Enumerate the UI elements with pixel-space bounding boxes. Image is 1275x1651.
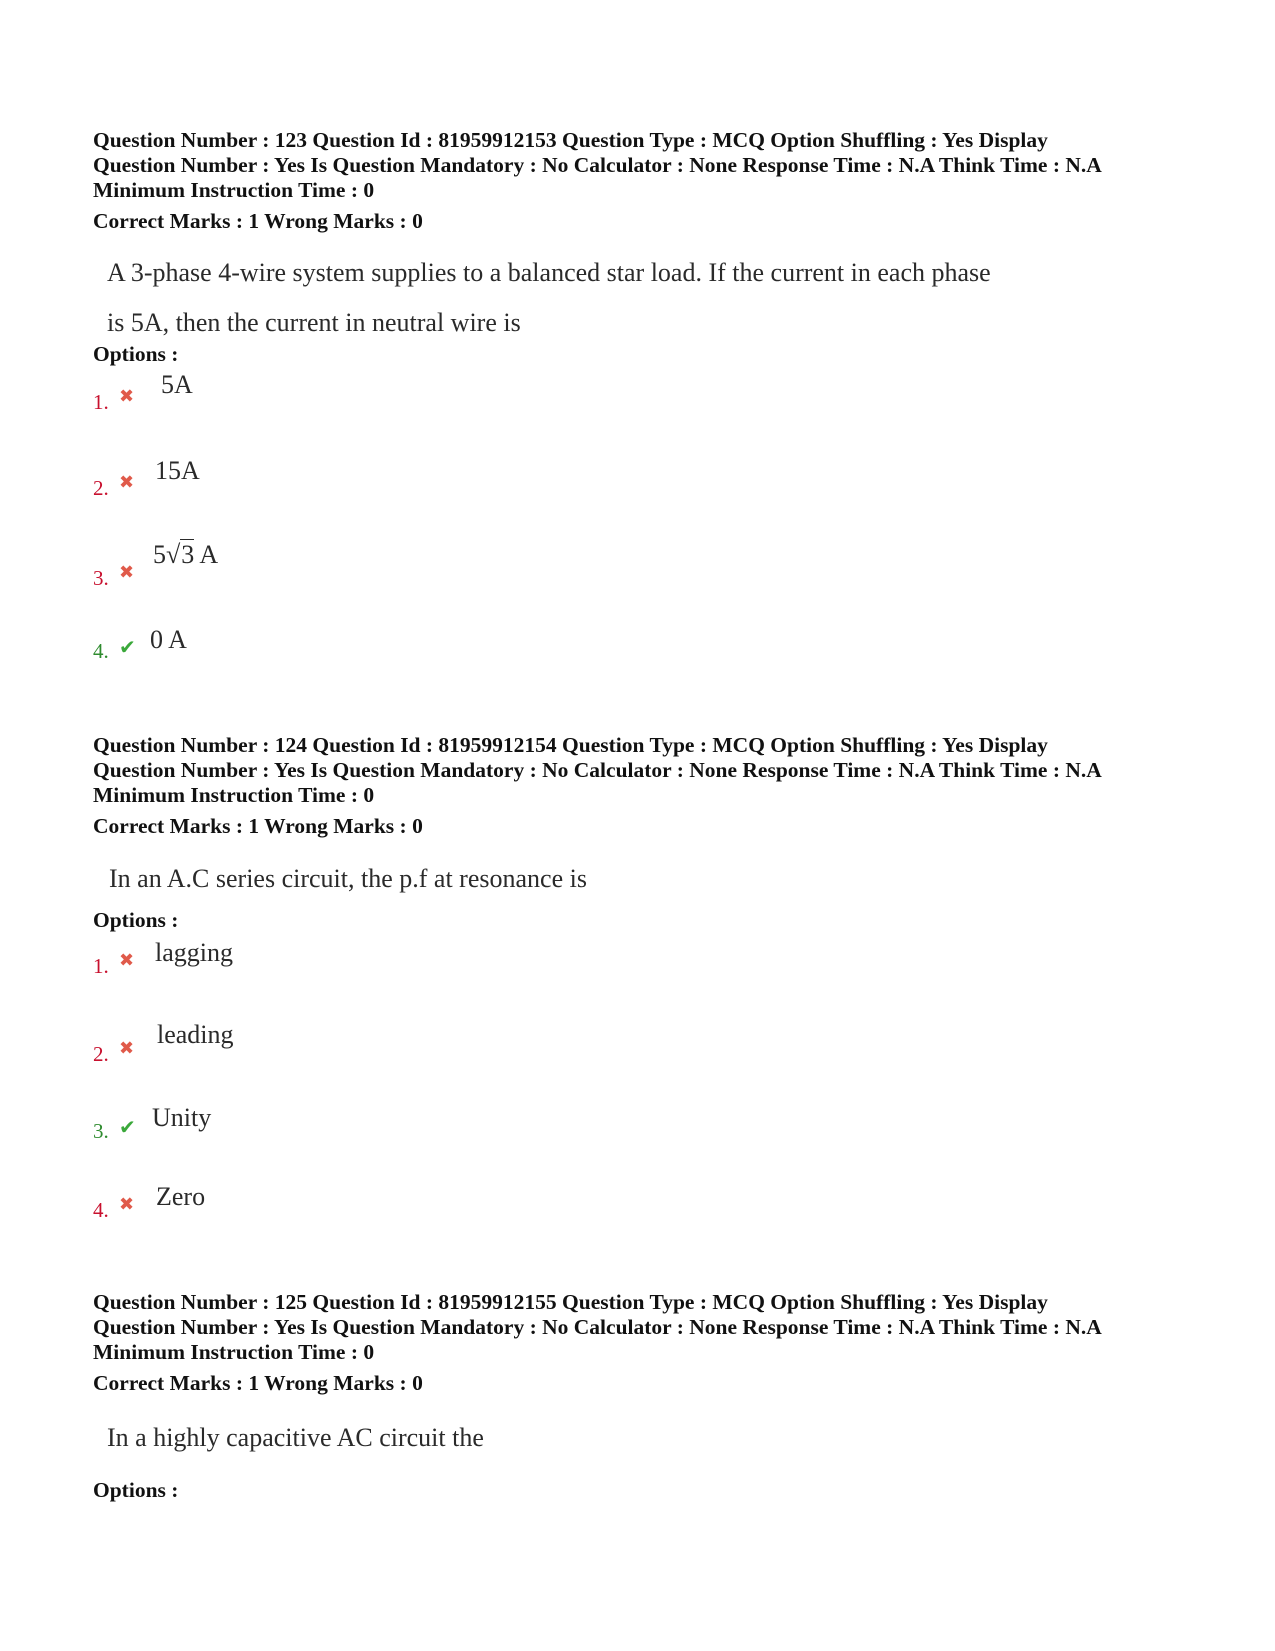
option-text: Zero [156, 1182, 206, 1211]
option-1 [93, 370, 693, 430]
cross-icon: ✖ [119, 1194, 135, 1215]
radicand: 3 [181, 540, 195, 569]
option-2 [93, 456, 693, 516]
options-label: Options : [93, 1478, 179, 1502]
meta-line-3: Minimum Instruction Time : 0 [93, 783, 375, 807]
cross-icon: ✖ [119, 1038, 135, 1059]
option-number: 4. [93, 639, 109, 663]
question-text [93, 854, 587, 904]
option-4 [93, 625, 693, 685]
cross-icon: ✖ [119, 472, 135, 493]
cross-icon: ✖ [119, 562, 135, 583]
question-123 [93, 128, 1213, 234]
option-number: 3. [93, 566, 109, 590]
option-number: 4. [93, 1198, 109, 1222]
meta-line-1: Question Number : 124 Question Id : 81959912154 Question Type : MCQ Option Shuffling : Yes Display [93, 733, 1048, 757]
options-label: Options : [93, 342, 179, 366]
meta-line-1: Question Number : 125 Question Id : 81959912155 Question Type : MCQ Option Shuffling : Yes Display [93, 1290, 1048, 1314]
question-text [93, 248, 991, 348]
option-text: 15A [155, 456, 200, 485]
question-text-line-2: is 5A, then the current in neutral wire is [107, 308, 521, 337]
check-icon: ✔ [119, 1115, 136, 1139]
marks-line: Correct Marks : 1 Wrong Marks : 0 [93, 209, 423, 233]
option-number: 2. [93, 476, 109, 500]
option-text: 0 A [150, 625, 187, 654]
option-text: Unity [152, 1103, 212, 1132]
option-3 [93, 1103, 693, 1163]
question-text [93, 1413, 484, 1463]
option-text: lagging [155, 938, 233, 967]
meta-line-2: Question Number : Yes Is Question Mandatory : No Calculator : None Response Time : N.A Think Time : N.A [93, 153, 1102, 177]
option-2 [93, 1020, 693, 1080]
option-number: 1. [93, 390, 109, 414]
marks-line: Correct Marks : 1 Wrong Marks : 0 [93, 814, 423, 838]
option-text-unit: A [194, 540, 219, 569]
cross-icon: ✖ [119, 386, 135, 407]
option-4 [93, 1182, 693, 1242]
options-label: Options : [93, 908, 179, 932]
option-number: 1. [93, 954, 109, 978]
question-125 [93, 1290, 1213, 1396]
meta-line-2: Question Number : Yes Is Question Mandatory : No Calculator : None Response Time : N.A Think Time : N.A [93, 758, 1102, 782]
question-text-line-1: A 3-phase 4-wire system supplies to a balanced star load. If the current in each phase [107, 258, 991, 287]
question-124 [93, 733, 1213, 839]
option-text: leading [157, 1020, 234, 1049]
meta-line-3: Minimum Instruction Time : 0 [93, 178, 375, 202]
question-meta [93, 733, 1213, 808]
marks-line: Correct Marks : 1 Wrong Marks : 0 [93, 1371, 423, 1395]
question-text-line-1: In an A.C series circuit, the p.f at resonance is [109, 864, 587, 893]
cross-icon: ✖ [119, 950, 135, 971]
option-number: 2. [93, 1042, 109, 1066]
meta-line-3: Minimum Instruction Time : 0 [93, 1340, 375, 1364]
option-1 [93, 938, 693, 998]
option-text-coefficient: 5 [153, 540, 166, 569]
question-meta [93, 128, 1213, 203]
question-meta [93, 1290, 1213, 1365]
check-icon: ✔ [119, 635, 136, 659]
option-text [153, 540, 218, 570]
meta-line-2: Question Number : Yes Is Question Mandatory : No Calculator : None Response Time : N.A Think Time : N.A [93, 1315, 1102, 1339]
square-root: √3 [166, 540, 195, 569]
question-text-line-1: In a highly capacitive AC circuit the [107, 1423, 484, 1452]
option-3 [93, 540, 693, 600]
option-text: 5A [161, 370, 193, 399]
option-number: 3. [93, 1119, 109, 1143]
meta-line-1: Question Number : 123 Question Id : 81959912153 Question Type : MCQ Option Shuffling : Yes Display [93, 128, 1048, 152]
